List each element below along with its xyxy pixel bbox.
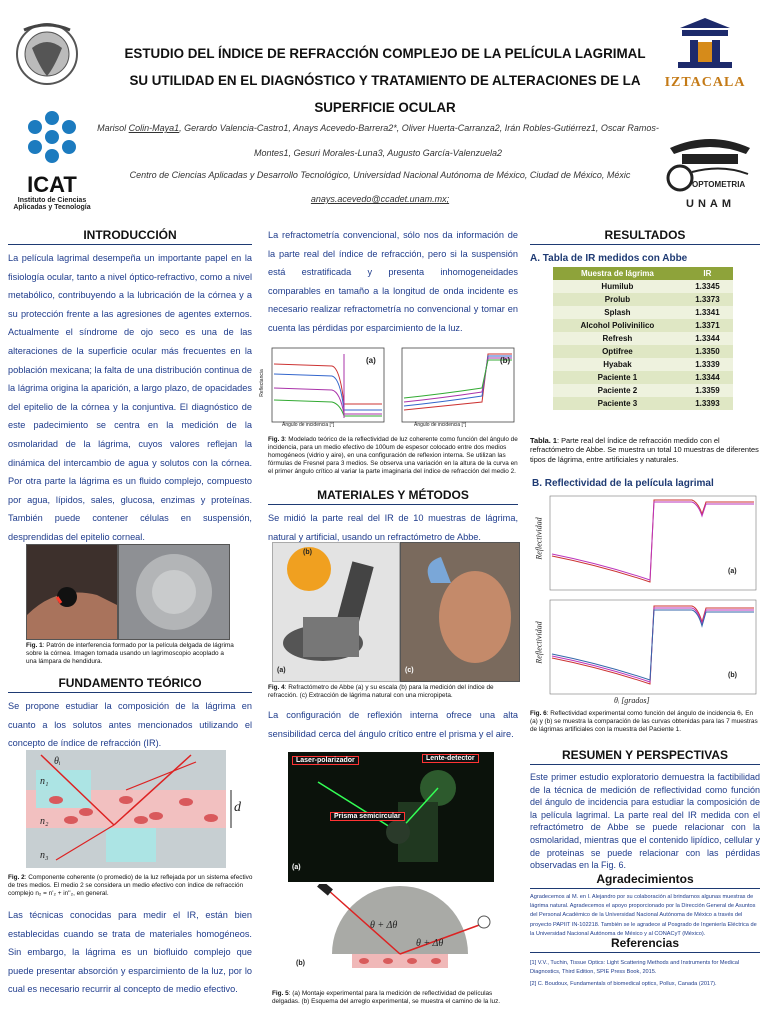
table-cell: 1.3339 bbox=[682, 358, 733, 371]
table-row bbox=[553, 306, 733, 319]
fig3-label-a: (a) bbox=[366, 356, 376, 365]
fig2-n1-label: n₁ bbox=[40, 776, 49, 787]
table-cell: Refresh bbox=[553, 332, 682, 345]
table-cell: 1.3373 bbox=[682, 293, 733, 306]
ir-table-wrapper bbox=[553, 267, 733, 410]
table-row bbox=[553, 358, 733, 371]
table-cell: Paciente 1 bbox=[553, 371, 682, 384]
fundamento-section bbox=[8, 676, 252, 753]
table-cell: Alcohol Polivinilico bbox=[553, 319, 682, 332]
materiales-text: Se midió la parte real del IR de 10 muestras de lágrima, natural y artificial, usando un refractómetro de Abbe. bbox=[268, 513, 518, 542]
fig5-setup-photo bbox=[288, 752, 494, 882]
fig6-label-a: (a) bbox=[728, 568, 737, 575]
fig4-label-b: (b) bbox=[303, 549, 312, 556]
intro-heading: INTRODUCCIÓN bbox=[8, 228, 252, 245]
table-cell: Paciente 2 bbox=[553, 384, 682, 397]
resultados-section bbox=[530, 228, 760, 264]
middle-text-2: La configuración de reflexión interna ofrece una alta sensibilidad cerca del ángulo crítico entre el prisma y el aire. bbox=[268, 710, 518, 739]
table-cell: 1.3393 bbox=[682, 397, 733, 410]
fig2-d-label: d bbox=[234, 800, 241, 815]
email-link[interactable]: anays.acevedo@ccadet.unam.mx; bbox=[310, 194, 450, 204]
fig3-plot-a bbox=[258, 344, 386, 432]
agradecimientos-heading: Agradecimientos bbox=[530, 872, 760, 889]
materiales-section bbox=[268, 488, 518, 546]
fig5-label-b: (b) bbox=[296, 960, 305, 967]
materiales-heading: MATERIALES Y MÉTODOS bbox=[268, 488, 518, 505]
reference-item: [1] V.V., Tuchin, Tissue Optics: Light Scattering Methods and Instruments for Medical Diagnostics, Third Edition, SPIE Press Book, 2015. bbox=[530, 960, 740, 976]
fig3-ylabel-a: Reflectancia bbox=[258, 369, 265, 397]
fig6-ylabel-b: Reflectividad bbox=[534, 621, 544, 664]
fig3-label-b: (b) bbox=[500, 356, 511, 365]
fig3-xlabel-b: Ángulo de incidencia [°] bbox=[414, 422, 467, 428]
table-cell: 1.3341 bbox=[682, 306, 733, 319]
fig2-diagram bbox=[26, 750, 244, 868]
fig3-plot-b bbox=[392, 344, 518, 432]
reference-item: [2] C. Boudoux, Fundamentals of biomedical optics, Pollux, Canada (2017). bbox=[530, 981, 717, 988]
iztacala-logo-text: IZTACALA bbox=[664, 75, 746, 90]
fig4-refractometer-photo bbox=[272, 542, 400, 682]
fig6-plot-a bbox=[532, 494, 760, 598]
fig5-theta-label-2: θ + Δθ bbox=[416, 938, 444, 949]
middle-text-1: La refractometría convencional, sólo nos da información de la parte real del índice de refracción, pero si la suspensión está estratificada y presenta inhomogeneidades comparables en tamaño a la longitud de onda incidente es necesario realizar refractometría no convencional y tomar en cuenta las pérdidas por esparcimiento de la luz. bbox=[268, 230, 518, 333]
table-row bbox=[553, 332, 733, 345]
table-cell: Humilub bbox=[553, 280, 682, 293]
tabla-caption: Tabla. 1: Parte real del índice de refracción medido con el refractómetro de Abbe. Se muestra un total 10 muestras de diferentes tipos de lágrima, entre artificiales y naturales. bbox=[530, 436, 759, 464]
table-cell: Splash bbox=[553, 306, 682, 319]
iztacala-logo bbox=[660, 14, 750, 90]
intro-section bbox=[8, 228, 252, 547]
table-row bbox=[553, 371, 733, 384]
resumen-section bbox=[530, 748, 760, 872]
fig2-n3-label: n₃ bbox=[40, 850, 49, 861]
icat-logo-sub2: Aplicadas y Tecnología bbox=[13, 204, 91, 211]
agradecimientos-section bbox=[530, 872, 760, 939]
ir-table bbox=[553, 267, 733, 410]
unam-text: UNAM bbox=[686, 198, 735, 210]
ir-table-header: Muestra de lágrima bbox=[553, 267, 682, 280]
table-row bbox=[553, 397, 733, 410]
table-cell: 1.3344 bbox=[682, 332, 733, 345]
optometria-text: OPTOMETRIA bbox=[692, 180, 746, 189]
ir-table-header-row bbox=[553, 267, 733, 280]
resultados-heading: RESULTADOS bbox=[530, 228, 760, 245]
table-row bbox=[553, 319, 733, 332]
ir-table-header: IR bbox=[682, 267, 733, 280]
table-cell: 1.3345 bbox=[682, 280, 733, 293]
fig5-label-a: (a) bbox=[292, 864, 301, 871]
icat-logo-text: ICAT bbox=[27, 172, 77, 197]
fig1-caption: Fig. 1: Patrón de interferencia formado por la película delgada de lágrima sobre la córnea. Imagen tomada usando un lagrimoscopio acoplado a una lámpara de hendidura. bbox=[26, 642, 234, 665]
fundamento-text: Se propone estudiar la composición de la lágrima en cuanto a los solutos antes mencionados utilizando el concepto de índice de refracción (IR). bbox=[8, 701, 252, 749]
table-row bbox=[553, 293, 733, 306]
fig5-lente-label: Lente-detector bbox=[422, 754, 479, 763]
agradecimientos-text: Agradecemos al M. en I. Alejandro por su colaboración al brindarnos algunas muestras de lágrima natural. Agradecemos el apoyo proporcionado por la Dirección General de Asuntos del Personal Académico de la Universidad Nacional Autónoma de México a través del proyecto PAPIIT IN-102218. También se le agradece al Posgrado de Ingeniería Eléctrica de la Universidad Nacional Autónoma de México y al CONACyT (México). bbox=[530, 894, 757, 937]
table-cell: Prolub bbox=[553, 293, 682, 306]
optometria-logo bbox=[662, 134, 758, 214]
fig6-ylabel-a: Reflectividad bbox=[534, 517, 544, 560]
icat-logo-sub1: Instituto de Ciencias bbox=[17, 197, 87, 204]
affiliation: Centro de Ciencias Aplicadas y Desarrollo Tecnológico, Universidad Nacional Autónoma de México, Ciudad de México, Méxic anays.acevedo@ccadet.unam.mx; bbox=[100, 163, 660, 211]
table-row bbox=[553, 384, 733, 397]
referencias-heading: Referencias bbox=[530, 936, 760, 953]
intro-text: La película lagrimal desempeña un importante papel en la fisiología ocular, tanto a nivel óptico-refractivo, como a nivel metabólico, contribuyendo a la lubricación de la córnea y a su protección frente a las agresiones de agentes externos. Actualmente el síndrome de ojo seco es una de las alteraciones de la superficie ocular más frecuentes en la población mexicana; la falta de una distribución continua de la lágrima origina la aparición, a largo plazo, de opacidades del epitelio de la córnea y la conjuntiva. El diagnóstico de este padecimiento se centra en la medición de la osmolaridad de la lágrima, cuyos valores reflejan la dinámica del intercambio de agua y solutos con la córnea. Por otra parte la lágrima es un fluido complejo, compuesto por agua, lípidos, sales, glucosa, enzimas y proteínas. También puede contener células en suspensión, desprendidas del epitelio corneal. bbox=[8, 253, 252, 542]
table-cell: Hyabak bbox=[553, 358, 682, 371]
referencias-section bbox=[530, 936, 760, 990]
icat-logo bbox=[10, 106, 94, 216]
author-list: Marisol Colin-Maya1, Gerardo Valencia-Castro1, Anays Acevedo-Barrera2*, Oliver Huerta-Carranza2, Irán Robles-Gutiérrez1, Oscar Ramos- Montes1, Gesuri Morales-Luna3, Augusto García-Valenzuela2 bbox=[97, 123, 659, 158]
fig6-caption: Fig. 6: Reflectividad experimental como función del ángulo de incidencia θᵢ. En (a) y (b) se muestra la comparación de las curvas obtenidas para las 7 muestras de lágrimas artificiales con la muestra del Paciente 1. bbox=[530, 710, 758, 733]
fig4-label-a: (a) bbox=[277, 667, 286, 674]
table-cell: 1.3371 bbox=[682, 319, 733, 332]
fig2-theta-label: θᵢ bbox=[54, 756, 61, 767]
table-cell: 1.3350 bbox=[682, 345, 733, 358]
fig1-eye-photo bbox=[26, 544, 118, 640]
resultados-subA: A. Tabla de IR medidos con Abbe bbox=[530, 253, 688, 264]
fig3-xlabel-a: Ángulo de incidencia [°] bbox=[282, 422, 335, 428]
fundamento-heading: FUNDAMENTO TEÓRICO bbox=[8, 676, 252, 693]
poster-title: ESTUDIO DEL ÍNDICE DE REFRACCIÓN COMPLEJO DE LA PELÍCULA LAGRIMAL SU UTILIDAD EN EL DIAGNÓSTICO Y TRATAMIENTO DE ALTERACIONES DE LA SUPERFICIE OCULAR bbox=[124, 46, 646, 115]
fig2-n2-label: n₂ bbox=[40, 816, 49, 827]
table-cell: Paciente 3 bbox=[553, 397, 682, 410]
fig5-caption: Fig. 5: (a) Montaje experimental para la medición de reflectividad de películas delgadas. (b) Esquema del arreglo experimental, se muestra el camino de la luz. bbox=[272, 990, 501, 1005]
resumen-heading: RESUMEN Y PERSPECTIVAS bbox=[530, 748, 760, 765]
table-cell: 1.3359 bbox=[682, 384, 733, 397]
fig5-prisma-label: Prisma semicircular bbox=[330, 812, 405, 821]
fundamento-text-2: Las técnicas conocidas para medir el IR, están bien establecidas cuando se trata de materiales homogéneos. Sin embargo, la lágrima es un biofluido complejo que puede presentar absorción y esparcimiento de la luz, por lo cual es necesario recurrir al concepto de medio efectivo. bbox=[8, 910, 252, 995]
fig5-laser-label: Laser-polarizador bbox=[292, 756, 359, 765]
unam-logo bbox=[14, 18, 80, 94]
fig6-label-b: (b) bbox=[728, 672, 737, 679]
fig2-caption: Fig. 2: Componente coherente (o promedio) de la luz reflejada por un sistema efectivo de tres medios. El medio 2 se considera un medio efectivo con índice de refracción complejo n₂ = n'₂ + in''₂, en general. bbox=[8, 874, 253, 897]
fig5-schematic bbox=[292, 884, 498, 988]
fig4-label-c: (c) bbox=[405, 667, 414, 674]
resultados-subB: B. Reflectividad de la película lagrimal bbox=[532, 478, 714, 489]
table-cell: Optifree bbox=[553, 345, 682, 358]
table-cell: 1.3344 bbox=[682, 371, 733, 384]
fig6-plot-b bbox=[532, 598, 760, 702]
fig3-caption: Fig. 3: Modelado teórico de la reflectividad de luz coherente como función del ángulo de incidencia, para un medio efectivo de 100um de espesor colocado entre dos medios homogéneos (vidrio y aire), en una configuración de reflexion interna. Se utilizan las fórmulas de Fresnel para 3 medios. Se observa una variación en la altura de la curva en el primer ángulo crítico al variar la parte imaginaria del índice de refracción del medio 2. bbox=[268, 436, 518, 475]
fig4-tear-extraction-photo bbox=[400, 542, 520, 682]
table-row bbox=[553, 345, 733, 358]
fig6-xlabel: θᵢ [grados] bbox=[614, 696, 650, 705]
fig5-theta-label-1: θ + Δθ bbox=[370, 920, 398, 931]
resumen-text: Este primer estudio exploratorio demuestra la factibilidad de la técnica de medición de reflectividad como función del ángulo de incidencia para estudiar la composición de la película lagrimal. La parte real del IR medida con el refractómetro de Abbe se puede relacionar con la osmolaridad, mientras que el contenido lipídico, cellular y de proteinas se puede relacionar con las pérdidas observadas en la Fig. 6. bbox=[530, 772, 760, 871]
fig4-caption: Fig. 4: Refractómetro de Abbe (a) y su escala (b) para la medición del índice de refracción. (c) Extracción de lágrima natural con una micropipeta. bbox=[268, 684, 494, 699]
fig1-cornea-photo bbox=[118, 544, 230, 640]
table-row bbox=[553, 280, 733, 293]
